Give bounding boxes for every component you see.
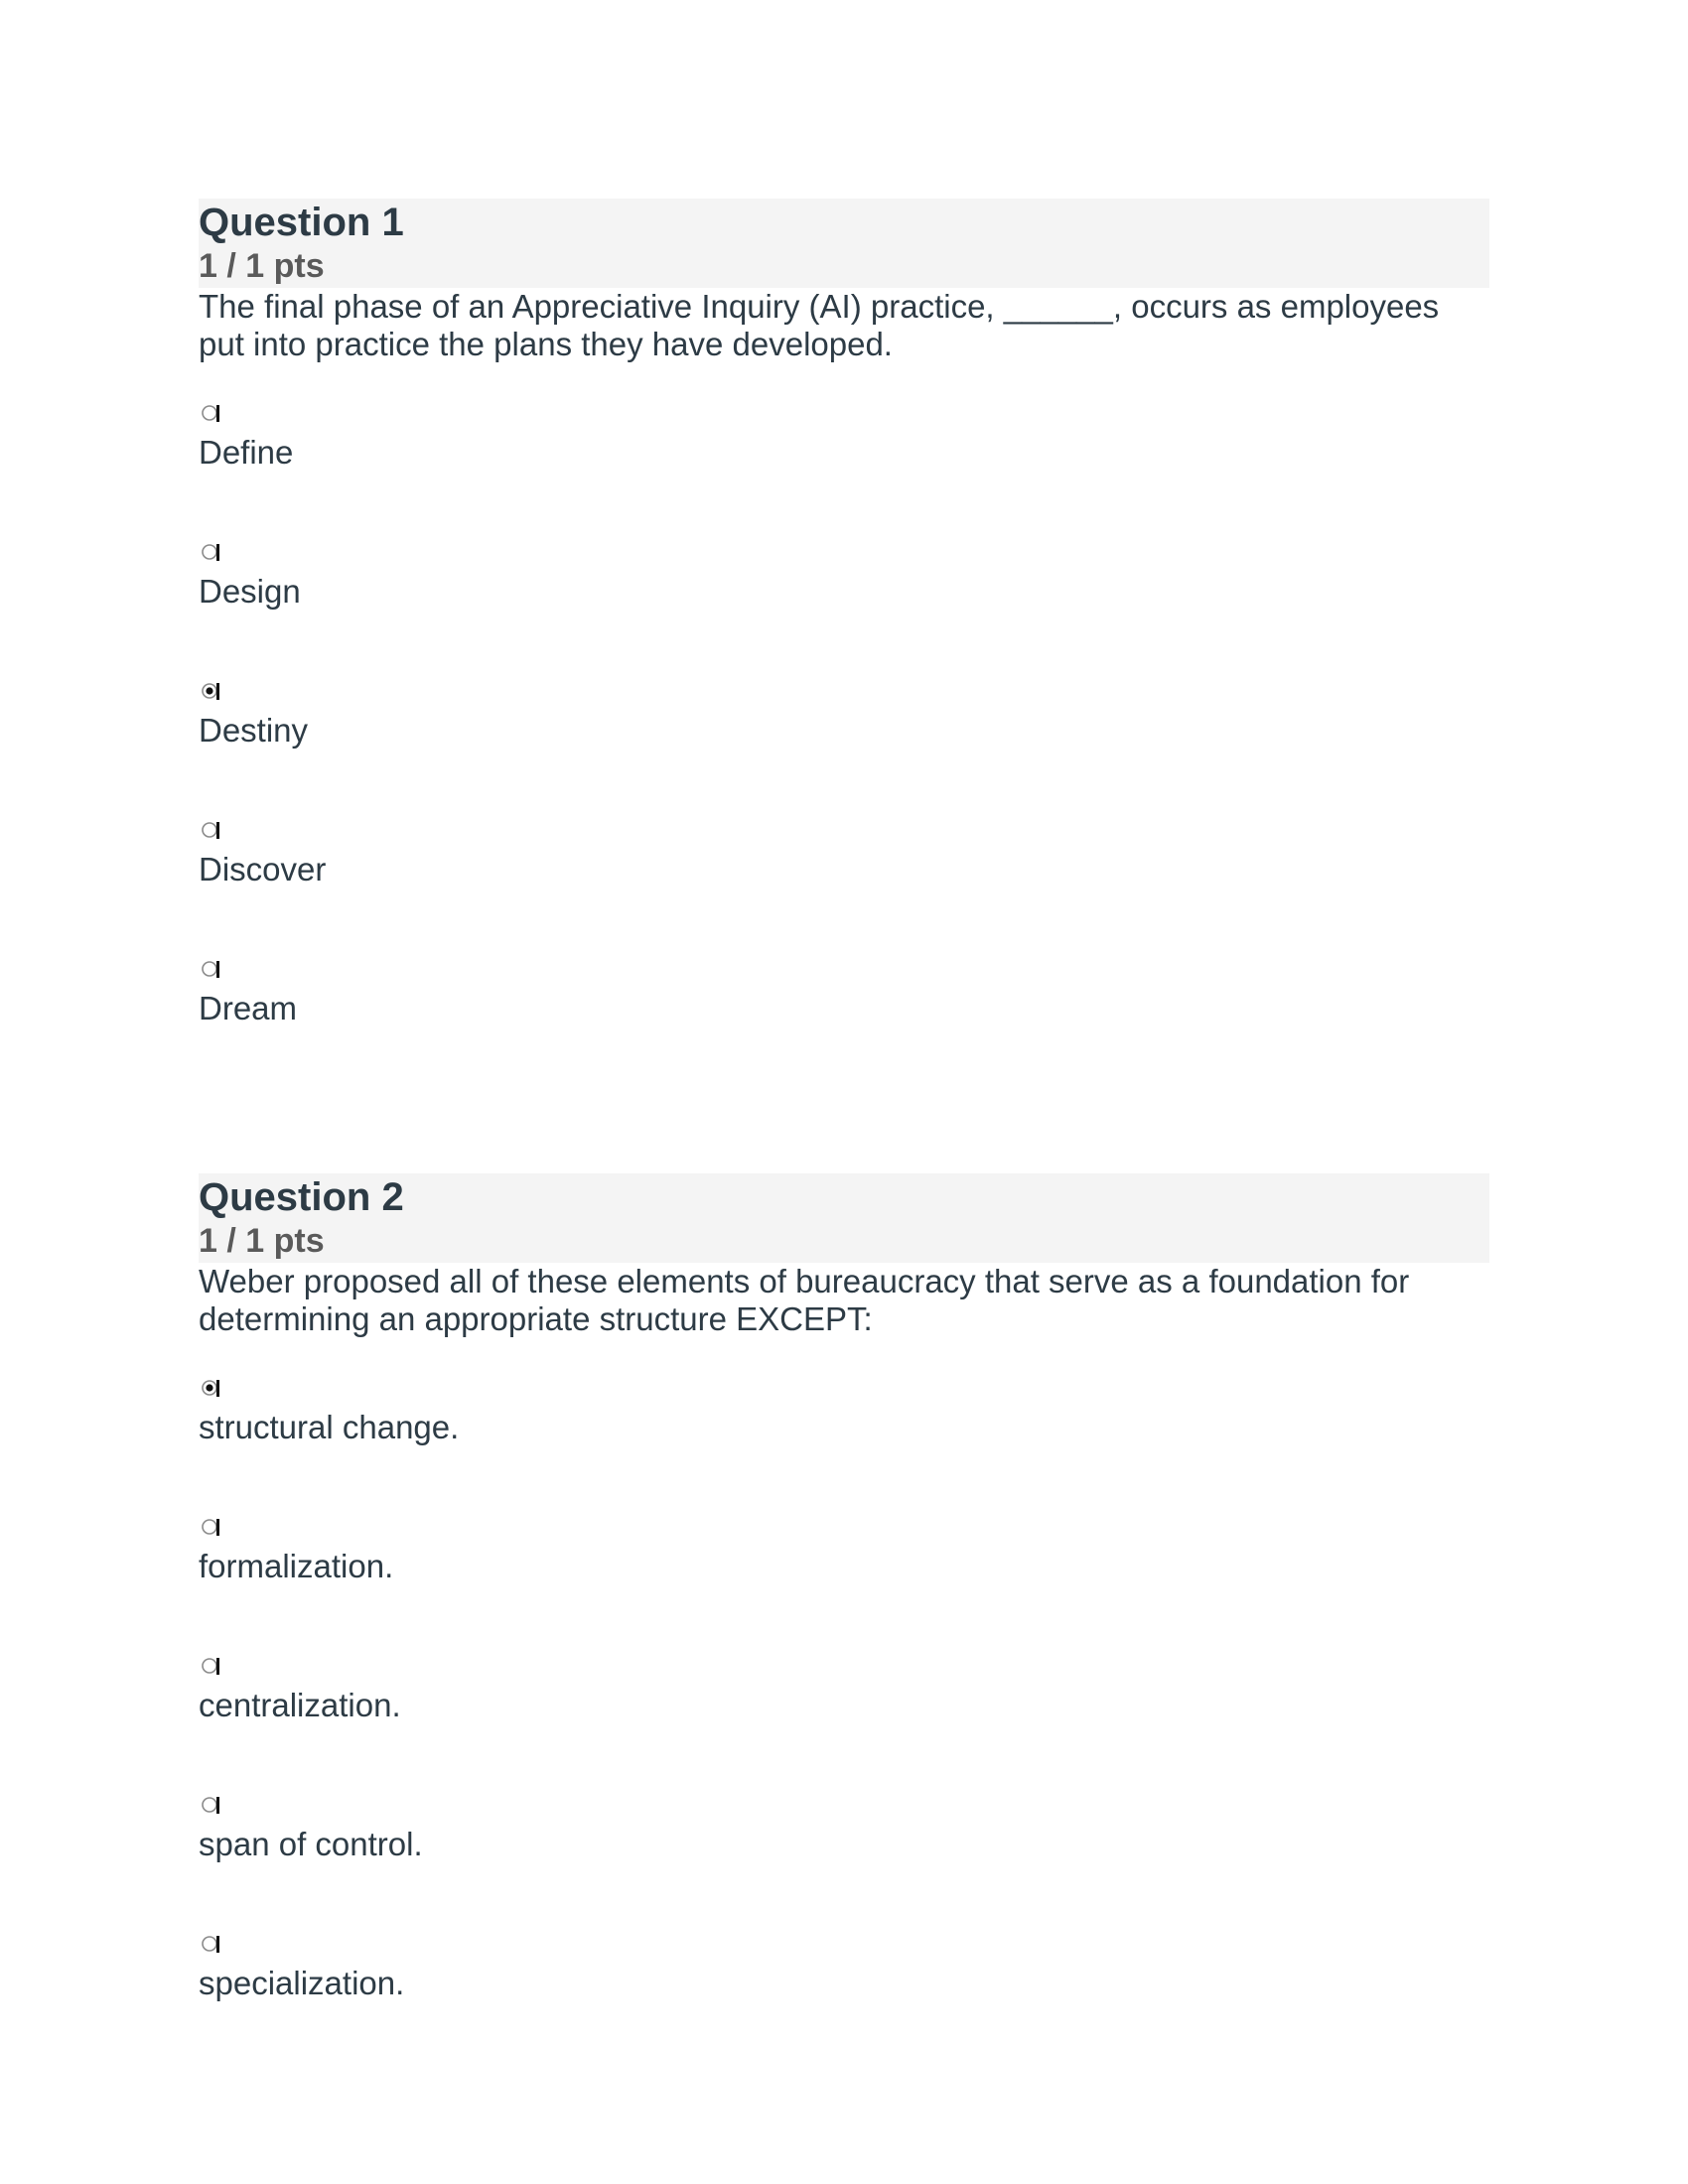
radio-button[interactable] (201, 1376, 220, 1400)
question-header (199, 1173, 1489, 1263)
radio-marker (216, 1797, 219, 1814)
radio-marker (216, 1936, 219, 1953)
radio-ring (203, 545, 216, 559)
radio-marker (216, 544, 219, 561)
radio-ring (203, 406, 216, 420)
radio-button[interactable] (201, 957, 220, 981)
answer-label: specialization. (199, 1965, 405, 2001)
answer-label: centralization. (199, 1687, 401, 1723)
question-points: 1 / 1 pts (199, 247, 325, 285)
answer-list (199, 383, 1489, 1078)
radio-ring (203, 962, 216, 976)
quiz-page (199, 199, 1489, 2053)
answer-option[interactable] (199, 522, 1489, 661)
radio-marker (216, 1380, 219, 1397)
question-2 (199, 1173, 1489, 2053)
answer-option[interactable] (199, 661, 1489, 800)
answer-label: Design (199, 573, 301, 610)
answer-option[interactable] (199, 1636, 1489, 1775)
radio-marker (216, 405, 219, 422)
radio-button[interactable] (201, 1793, 220, 1817)
question-title: Question 1 (199, 201, 404, 244)
answer-label: formalization. (199, 1548, 394, 1584)
answer-option[interactable] (199, 1497, 1489, 1636)
radio-marker (216, 822, 219, 839)
question-text: The final phase of an Appreciative Inquiry (AI) practice, ______, occurs as employees put into practice the plans they have developed. (199, 288, 1440, 362)
answer-option[interactable] (199, 383, 1489, 522)
answer-label: structural change. (199, 1409, 460, 1445)
radio-button[interactable] (201, 540, 220, 564)
radio-button[interactable] (201, 818, 220, 842)
answer-label: span of control. (199, 1826, 423, 1862)
answer-label: Discover (199, 851, 327, 887)
answer-label: Destiny (199, 712, 309, 749)
question-text: Weber proposed all of these elements of bureaucracy that serve as a foundation for determining an appropriate structure EXCEPT: (199, 1263, 1410, 1337)
radio-marker (216, 961, 219, 978)
answer-option[interactable] (199, 1775, 1489, 1914)
answer-label: Define (199, 434, 294, 471)
radio-ring (203, 1659, 216, 1673)
answer-list (199, 1358, 1489, 2053)
radio-marker (216, 683, 219, 700)
radio-ring (203, 1937, 216, 1951)
answer-option[interactable] (199, 1914, 1489, 2053)
radio-ring (203, 823, 216, 837)
radio-marker (216, 1519, 219, 1536)
answer-label: Dream (199, 990, 298, 1026)
answer-option[interactable] (199, 939, 1489, 1078)
question-1 (199, 199, 1489, 1078)
radio-selected-dot (206, 687, 212, 694)
radio-button[interactable] (201, 1515, 220, 1539)
radio-button[interactable] (201, 1654, 220, 1678)
radio-button[interactable] (201, 401, 220, 425)
radio-ring (203, 1798, 216, 1812)
question-title: Question 2 (199, 1175, 404, 1219)
question-header (199, 199, 1489, 288)
answer-option[interactable] (199, 800, 1489, 939)
radio-marker (216, 1658, 219, 1675)
question-points: 1 / 1 pts (199, 1222, 325, 1260)
radio-ring (203, 1520, 216, 1534)
answer-option[interactable] (199, 1358, 1489, 1497)
radio-button[interactable] (201, 679, 220, 703)
radio-button[interactable] (201, 1932, 220, 1956)
radio-selected-dot (206, 1384, 212, 1391)
